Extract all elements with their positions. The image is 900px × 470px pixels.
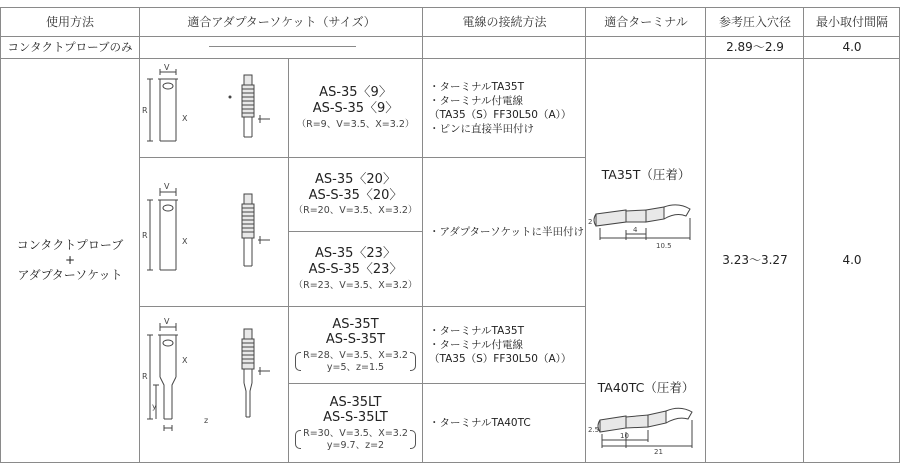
wiring-cell-a	[423, 59, 586, 157]
terminal-ta40tc-drawing	[586, 398, 706, 458]
row1-pitch	[804, 37, 900, 58]
ta40tc-dim1: 2.5	[588, 426, 600, 434]
model-3-spec: （R=23、V=3.5、X=3.2）	[293, 279, 418, 291]
group2-usage-plus: +	[64, 253, 76, 267]
row1-hole	[706, 37, 804, 58]
ta35t-body	[594, 205, 690, 226]
wiring-a-line2: ・ターミナル付電線	[429, 94, 523, 107]
socket3-outline-ends	[158, 335, 178, 419]
group2-usage-line1: コンタクトプローブ	[16, 238, 124, 252]
socket2-label-v: V	[164, 182, 170, 191]
model-5-spec-block	[295, 428, 416, 452]
header-pitch-label: 最小取付間隔	[815, 14, 888, 29]
model-cell-1	[289, 59, 422, 157]
group2-pitch	[804, 59, 900, 462]
socket3-label-r: R	[142, 372, 148, 381]
row1-usage-label: コンタクトプローブのみ	[7, 40, 133, 55]
header-terminal	[586, 8, 706, 36]
model-5-spec-a: R=30、V=3.5、X=3.2	[303, 427, 408, 439]
header-terminal-label: 適合ターミナル	[604, 14, 688, 29]
ta40tc-dim2: 10	[620, 432, 629, 440]
header-socket-label: 適合アダプターソケット（サイズ）	[187, 14, 376, 29]
model-5-name-s: AS-S-35LT	[323, 410, 388, 426]
row1-pitch-value: 4.0	[842, 40, 862, 54]
group2-pitch-value: 4.0	[842, 253, 862, 267]
terminal-ta35t-label	[586, 165, 706, 185]
wiring-cell-c	[423, 307, 586, 383]
wiring-a-line1: ・ターミナルTA35T	[429, 80, 525, 93]
socket-drawing-1	[140, 59, 288, 157]
model-cell-3	[289, 232, 422, 306]
model-4-name: AS-35T	[332, 316, 379, 332]
model-3-name-s: AS-S-35〈23〉	[308, 262, 403, 278]
wiring-d-line: ・ターミナルTA40TC	[429, 416, 531, 429]
header-socket	[140, 8, 423, 36]
model-5-name: AS-35LT	[329, 394, 382, 410]
group2-usage-line2: アダプターソケット	[17, 268, 123, 282]
socket1-probe	[242, 75, 270, 137]
socket3-outline-sides	[160, 335, 176, 419]
terminal-ta40tc-text: TA40TC（圧着）	[597, 380, 695, 396]
socket1-label-r: R	[142, 106, 148, 115]
header-wiring-label: 電線の接続方法	[462, 14, 547, 29]
header-hole	[706, 8, 804, 36]
model-1-name-s: AS-S-35〈9〉	[312, 101, 399, 117]
socket3-dim-z	[164, 425, 172, 431]
socket1-label-x: X	[182, 114, 188, 123]
socket3-label-x: X	[182, 356, 188, 365]
ta40tc-dim3: 21	[654, 448, 663, 456]
socket2-label-x: X	[182, 237, 188, 246]
socket-drawing-3	[140, 307, 288, 463]
socket3-label-y: y	[152, 402, 157, 411]
ta35t-dim2: 4	[633, 226, 638, 234]
row1-hole-value: 2.89〜2.9	[726, 40, 784, 54]
header-wiring	[423, 8, 586, 36]
socket1-hole	[163, 83, 173, 89]
model-2-spec: （R=20、V=3.5、X=3.2）	[293, 205, 418, 217]
group2-hole	[706, 59, 804, 462]
socket1-dim-r	[147, 79, 153, 141]
header-usage	[0, 8, 140, 36]
model-5-spec-b: y=9.7、z=2	[326, 439, 385, 451]
group2-usage	[0, 59, 140, 462]
model-2-name-s: AS-S-35〈20〉	[308, 187, 403, 203]
model-4-spec-a: R=28、V=3.5、X=3.2	[303, 349, 408, 361]
header-usage-label: 使用方法	[45, 14, 94, 29]
model-4-name-s: AS-S-35T	[325, 332, 386, 348]
socket3-probe	[242, 329, 270, 417]
wiring-cell-d	[423, 384, 586, 462]
terminal-ta35t-text: TA35T（圧着）	[601, 167, 691, 183]
socket2-dim-r	[147, 200, 153, 270]
socket2-label-r: R	[142, 231, 148, 240]
wiring-a-line4: ・ピンに直接半田付け	[429, 123, 534, 136]
wiring-a-line3: （TA35（S）FF30L50（A））	[429, 109, 572, 121]
model-cell-4	[289, 307, 422, 383]
model-cell-5	[289, 384, 422, 462]
model-4-spec-b: y=5、z=1.5	[326, 361, 385, 373]
socket2-probe	[242, 194, 270, 266]
terminal-ta35t-drawing	[586, 196, 706, 256]
wiring-cell-b	[423, 158, 586, 306]
socket1-label-v: V	[164, 63, 170, 72]
ta35t-dim1: 2	[588, 218, 593, 226]
socket1-dot	[229, 96, 232, 99]
socket-drawing-2	[140, 158, 288, 306]
socket2-hole	[163, 205, 173, 211]
wiring-b-line: ・アダプターソケットに半田付け	[429, 225, 584, 238]
socket3-hole	[163, 340, 173, 346]
wiring-c-line2: ・ターミナル付電線	[429, 338, 523, 351]
group2-hole-value: 3.23〜3.27	[722, 253, 788, 267]
model-cell-2	[289, 158, 422, 231]
wiring-c-line3: （TA35（S）FF30L50（A））	[429, 353, 572, 366]
header-pitch	[804, 8, 900, 36]
socket1-outline-ends	[158, 79, 178, 141]
model-3-name: AS-35〈23〉	[315, 246, 396, 262]
ta35t-dim3: 10.5	[656, 242, 672, 250]
wiring-c-line1: ・ターミナルTA35T	[429, 324, 525, 337]
model-1-name: AS-35〈9〉	[319, 85, 392, 101]
socket3-label-v: V	[164, 317, 170, 326]
model-1-spec: （R=9、V=3.5、X=3.2）	[296, 118, 415, 130]
socket1-outline-sides	[160, 79, 176, 141]
header-hole-label: 参考圧入穴径	[718, 14, 791, 29]
socket3-label-z: z	[204, 416, 209, 425]
row1-usage	[0, 37, 140, 58]
model-4-spec-block	[295, 350, 416, 374]
ta40tc-body	[598, 408, 692, 432]
terminal-ta40tc-label	[586, 379, 706, 397]
model-2-name: AS-35〈20〉	[315, 171, 396, 187]
